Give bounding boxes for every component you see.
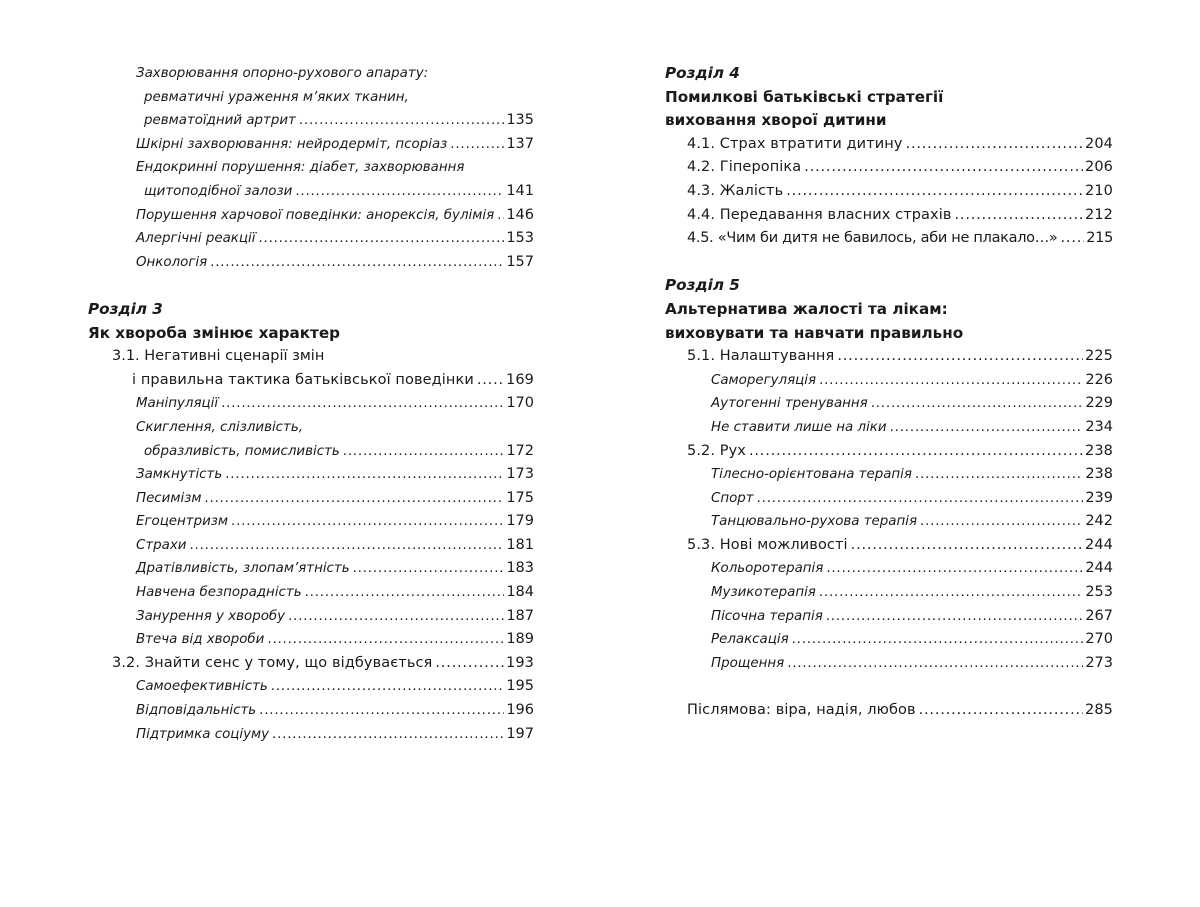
- toc-entry-title: 5.1. Налаштування: [687, 348, 835, 365]
- toc-section-entry[interactable]: [88, 652, 534, 676]
- toc-entry[interactable]: [665, 652, 1113, 676]
- toc-page-number: 187: [506, 607, 534, 624]
- toc-page-number: 196: [506, 702, 534, 719]
- chapter-label: Розділ 4: [665, 64, 740, 82]
- toc-entry[interactable]: [665, 510, 1113, 534]
- dot-leader: [915, 463, 1083, 487]
- dot-leader: [353, 557, 505, 581]
- toc-page-number: 157: [506, 253, 534, 270]
- spacer: [665, 251, 1113, 275]
- toc-page-number: 195: [506, 678, 534, 695]
- toc-entry[interactable]: [88, 699, 534, 723]
- dot-leader: [221, 392, 504, 416]
- dot-leader: [288, 605, 504, 629]
- toc-entry-title: Занурення у хворобу: [136, 608, 286, 624]
- toc-entry[interactable]: [665, 605, 1113, 629]
- toc-entry-title: Дратівливість, злопам’ятність: [136, 561, 350, 577]
- toc-page-number: 225: [1085, 348, 1113, 365]
- toc-entry[interactable]: [88, 557, 534, 581]
- toc-entry-title: Шкірні захворювання: нейродерміт, псоріаз: [136, 136, 448, 152]
- toc-entry-title: і правильна тактика батьківської поведінки: [132, 371, 474, 388]
- toc-entry[interactable]: [665, 557, 1113, 581]
- toc-page-number: 204: [1085, 135, 1113, 152]
- toc-entry-title: 4.3. Жалість: [687, 182, 784, 199]
- toc-page-number: 212: [1085, 206, 1113, 223]
- toc-page-number: 244: [1085, 536, 1113, 553]
- toc-page-number: 193: [506, 654, 534, 671]
- toc-section-entry[interactable]: [665, 227, 1113, 251]
- toc-entry-title: ревматоїдний артрит: [144, 113, 296, 129]
- toc-entry[interactable]: [88, 180, 534, 204]
- toc-page-number: 169: [506, 371, 534, 388]
- dot-leader: [804, 156, 1083, 180]
- chapter-title[interactable]: виховувати та навчати правильно: [665, 323, 964, 342]
- toc-entry-line: ревматичні ураження м’яких тканин,: [144, 89, 409, 105]
- dot-leader: [919, 699, 1083, 723]
- toc-entry-title: Не ставити лише на ліки: [711, 419, 887, 435]
- dot-leader: [295, 180, 504, 204]
- dot-leader: [826, 557, 1083, 581]
- toc-page-number: 206: [1085, 159, 1113, 176]
- dot-leader: [1061, 227, 1085, 251]
- dot-leader: [231, 510, 504, 534]
- toc-entry[interactable]: [665, 416, 1113, 440]
- dot-leader: [204, 487, 504, 511]
- dot-leader: [757, 487, 1084, 511]
- dot-leader: [920, 510, 1083, 534]
- toc-entry-title: 5.2. Рух: [687, 442, 746, 459]
- toc-entry-title: Післямова: віра, надія, любов: [687, 702, 916, 719]
- toc-page-number: 270: [1085, 631, 1113, 648]
- toc-entry-title: Песимізм: [136, 490, 202, 506]
- toc-page-number: 146: [506, 206, 534, 223]
- toc-entry[interactable]: [88, 463, 534, 487]
- toc-page-number: 135: [506, 112, 534, 129]
- toc-page-number: 210: [1085, 182, 1113, 199]
- dot-leader: [225, 463, 504, 487]
- toc-entry-line: Захворювання опорно-рухового апарату:: [136, 66, 429, 81]
- dot-leader: [497, 204, 504, 228]
- toc-entry-title: Порушення харчової поведінки: анорексія, булімія: [136, 207, 495, 223]
- toc-entry-title: Навчена безпорадність: [136, 585, 302, 601]
- dot-leader: [955, 204, 1084, 228]
- toc-page-number: 141: [506, 182, 534, 199]
- dot-leader: [819, 369, 1083, 393]
- toc-entry[interactable]: [665, 628, 1113, 652]
- chapter-title[interactable]: Альтернатива жалості та лікам:: [665, 299, 948, 318]
- dot-leader: [189, 534, 504, 558]
- toc-entry-title: 4.1. Страх втратити дитину: [687, 135, 903, 152]
- toc-entry[interactable]: [88, 440, 534, 464]
- toc-entry[interactable]: [88, 227, 534, 251]
- toc-entry-line: Ендокринні порушення: діабет, захворювання: [136, 160, 465, 176]
- toc-entry-title: Онкологія: [136, 254, 208, 270]
- toc-entry-title: Прощення: [711, 655, 785, 671]
- toc-page-number: 242: [1085, 513, 1113, 530]
- toc-entry[interactable]: [665, 581, 1113, 605]
- chapter-title[interactable]: Як хвороба змінює характер: [88, 323, 341, 342]
- toc-entry-title: Музикотерапія: [711, 585, 816, 601]
- toc-page-number: 234: [1085, 418, 1113, 435]
- toc-entry[interactable]: [88, 133, 534, 157]
- toc-entry-title: Аутогенні тренування: [711, 396, 868, 412]
- toc-entry[interactable]: [665, 487, 1113, 511]
- dot-leader: [749, 440, 1083, 464]
- toc-page-number: 181: [506, 536, 534, 553]
- dot-leader: [826, 605, 1084, 629]
- dot-leader: [906, 133, 1083, 157]
- toc-page-number: 238: [1085, 466, 1113, 483]
- toc-right-column: [665, 62, 1113, 723]
- toc-entry[interactable]: [88, 675, 534, 699]
- toc-page-number: 239: [1085, 489, 1113, 506]
- toc-entry[interactable]: [88, 581, 534, 605]
- toc-entry[interactable]: [88, 109, 534, 133]
- toc-entry[interactable]: [665, 463, 1113, 487]
- toc-entry-title: Танцювально-рухова терапія: [711, 514, 918, 530]
- dot-leader: [299, 109, 504, 133]
- toc-afterword-entry[interactable]: [665, 699, 1113, 723]
- toc-page-number: 179: [506, 513, 534, 530]
- toc-entry-title: Маніпуляції: [136, 396, 219, 412]
- toc-entry[interactable]: [88, 534, 534, 558]
- toc-entry-title: Відповідальність: [136, 703, 257, 719]
- dot-leader: [787, 652, 1083, 676]
- toc-entry-title: 5.3. Нові можливості: [687, 536, 848, 553]
- toc-section-entry[interactable]: [665, 180, 1113, 204]
- toc-entry[interactable]: [88, 392, 534, 416]
- toc-section-line: 3.1. Негативні сценарії змін: [112, 348, 325, 365]
- dot-leader: [210, 251, 504, 275]
- dot-leader: [792, 628, 1084, 652]
- dot-leader: [271, 675, 505, 699]
- toc-entry[interactable]: [88, 605, 534, 629]
- toc-entry[interactable]: [665, 392, 1113, 416]
- dot-leader: [450, 133, 504, 157]
- dot-leader: [871, 392, 1084, 416]
- toc-entry-title: Алергічні реакції: [136, 231, 256, 247]
- dot-leader: [267, 628, 504, 652]
- dot-leader: [272, 723, 504, 747]
- toc-page-number: 170: [506, 395, 534, 412]
- toc-entry-title: Самоефективність: [136, 679, 268, 695]
- toc-section-entry[interactable]: [665, 345, 1113, 369]
- toc-entry-title: Втеча від хвороби: [136, 632, 265, 648]
- dot-leader: [786, 180, 1083, 204]
- toc-section-entry[interactable]: [665, 440, 1113, 464]
- dot-leader: [819, 581, 1083, 605]
- toc-entry-title: Кольоротерапія: [711, 561, 824, 577]
- toc-left-column: [88, 62, 534, 746]
- toc-entry[interactable]: [665, 369, 1113, 393]
- toc-page-number: 253: [1085, 584, 1113, 601]
- toc-entry[interactable]: [88, 251, 534, 275]
- toc-section-entry[interactable]: [88, 369, 534, 393]
- toc-section-entry[interactable]: [665, 204, 1113, 228]
- toc-page-number: 226: [1085, 371, 1113, 388]
- toc-page-number: 173: [506, 466, 534, 483]
- toc-section-entry[interactable]: [665, 133, 1113, 157]
- toc-entry-title: образливість, помисливість: [144, 443, 340, 459]
- toc-section-entry[interactable]: [665, 156, 1113, 180]
- spacer: [665, 675, 1113, 699]
- dot-leader: [477, 369, 504, 393]
- chapter-label: Розділ 3: [88, 299, 163, 318]
- toc-entry-title: Замкнутість: [136, 467, 223, 483]
- toc-entry-title: Підтримка соціуму: [136, 726, 270, 742]
- toc-entry-title: 3.2. Знайти сенс у тому, що відбувається: [112, 654, 433, 671]
- dot-leader: [343, 440, 505, 464]
- toc-page-number: 153: [506, 230, 534, 247]
- toc-page-number: 238: [1085, 442, 1113, 459]
- toc-page-number: 285: [1085, 702, 1113, 719]
- toc-entry-title: 4.5. «Чим би дитя не бавилось, аби не плакало…»: [687, 230, 1058, 247]
- toc-entry-title: Тілесно-орієнтована терапія: [711, 467, 912, 483]
- spacer: [88, 274, 534, 298]
- toc-page-number: 273: [1085, 654, 1113, 671]
- toc-page-number: 183: [506, 560, 534, 577]
- toc-page-number: 175: [506, 489, 534, 506]
- toc-entry-title: Пісочна терапія: [711, 608, 823, 624]
- toc-entry-title: Егоцентризм: [136, 514, 229, 530]
- toc-entry-line: Скиглення, слізливість,: [136, 419, 303, 435]
- toc-page-number: 244: [1085, 560, 1113, 577]
- dot-leader: [435, 652, 504, 676]
- toc-entry-title: Релаксація: [711, 632, 789, 648]
- toc-entry[interactable]: [88, 723, 534, 747]
- toc-entry-title: Страхи: [136, 537, 187, 553]
- toc-page-number: 197: [506, 725, 534, 742]
- toc-page-number: 267: [1085, 607, 1113, 624]
- toc-page-number: 172: [506, 442, 534, 459]
- toc-entry-title: 4.4. Передавання власних страхів: [687, 206, 952, 223]
- toc-entry-title: 4.2. Гіперопіка: [687, 159, 802, 176]
- dot-leader: [259, 699, 504, 723]
- dot-leader: [851, 534, 1083, 558]
- toc-page-number: 137: [506, 135, 534, 152]
- toc-entry-title: щитоподібної залози: [144, 183, 293, 199]
- dot-leader: [305, 581, 505, 605]
- dot-leader: [837, 345, 1083, 369]
- toc-page-number: 184: [506, 584, 534, 601]
- toc-entry[interactable]: [88, 487, 534, 511]
- dot-leader: [258, 227, 504, 251]
- dot-leader: [890, 416, 1084, 440]
- toc-entry[interactable]: [88, 204, 534, 228]
- toc-entry[interactable]: [88, 628, 534, 652]
- chapter-title[interactable]: виховання хворої дитини: [665, 111, 887, 130]
- toc-entry-title: Саморегуляція: [711, 372, 817, 388]
- toc-entry-title: Спорт: [711, 490, 754, 506]
- toc-page-number: 215: [1086, 230, 1113, 247]
- toc-section-entry[interactable]: [665, 534, 1113, 558]
- toc-page-number: 229: [1085, 395, 1113, 412]
- toc-page-number: 189: [506, 631, 534, 648]
- toc-entry[interactable]: [88, 510, 534, 534]
- chapter-title[interactable]: Помилкові батьківські стратегії: [665, 87, 944, 106]
- chapter-label: Розділ 5: [665, 276, 740, 295]
